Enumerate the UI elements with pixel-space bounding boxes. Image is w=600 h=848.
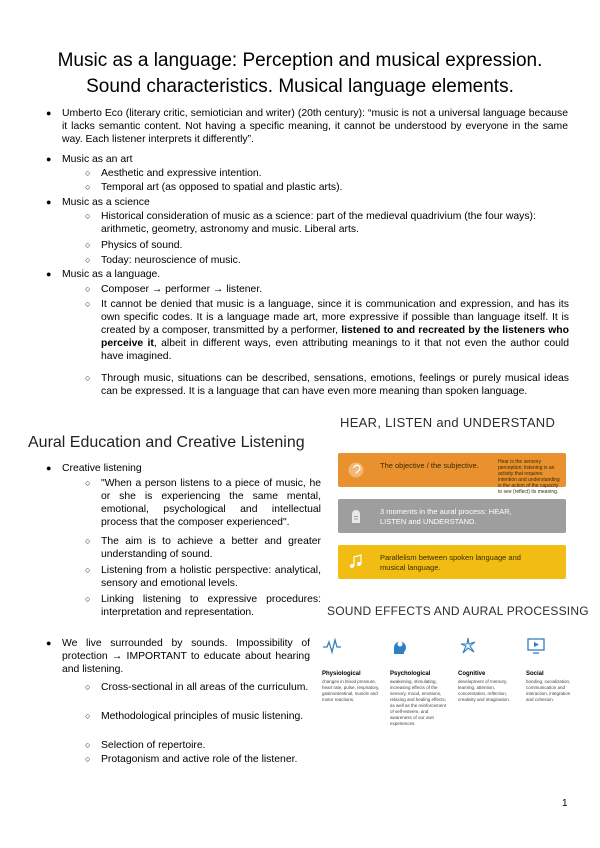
creative-item-2: The aim is to achieve a better and greater understanding of sound.	[101, 536, 321, 560]
sub-bullet	[85, 283, 561, 296]
card-moments-text: 3 moments in the aural process: HEAR, LISTEN and UNDERSTAND.	[380, 507, 512, 526]
bullet-dot: ●	[46, 108, 52, 118]
bullet-art	[46, 153, 133, 166]
infographic-title-sound-effects: SOUND EFFECTS AND AURAL PROCESSING	[327, 604, 589, 618]
sub-bullet-circle: ○	[85, 478, 91, 488]
sub-bullet-circle: ○	[85, 240, 91, 250]
column-physiological	[322, 636, 382, 703]
sounds-item-1: Cross-sectional in all areas of the curriculum.	[101, 682, 309, 693]
sub-bullet-circle: ○	[85, 182, 91, 192]
sub-bullet	[85, 681, 309, 694]
creative-label: Creative listening	[62, 463, 142, 474]
language-label: Music as a language.	[62, 269, 161, 280]
column-social-body: bonding, socialization, communication and interaction, integration and cohesion.	[526, 679, 571, 702]
creative-item-3: Listening from a holistic perspective: analytical, sensory and emotional levels.	[101, 565, 321, 589]
language-item-2-bold: listened to and recreated by the listeners who perceive it	[101, 325, 569, 349]
sub-bullet	[85, 167, 561, 180]
sub-bullet-circle: ○	[85, 168, 91, 178]
column-cognitive	[458, 636, 518, 703]
head-icon	[390, 636, 410, 656]
bullet-eco-quote	[46, 107, 568, 146]
sub-bullet-circle: ○	[85, 565, 91, 575]
bullet-creative	[46, 462, 142, 475]
card-objective	[338, 453, 566, 495]
art-item-1: Aesthetic and expressive intention.	[101, 168, 262, 179]
sounds-label: We live surrounded by sounds. Impossibility of protection → IMPORTANT to educate about hearing and listening.	[62, 638, 310, 675]
sub-bullet	[85, 593, 321, 619]
creative-item-4: Linking listening to expressive procedures: interpretation and representation.	[101, 594, 321, 618]
column-psychological-body: awakening, stimulating, increasing effects of the sensory, mood, emotions, relaxing and healing effects; as well as the reinforcement of self-esteem, and awareness of our own experiences.	[390, 679, 447, 726]
bullet-dot: ●	[46, 463, 52, 473]
science-item-2: Physics of sound.	[101, 240, 183, 251]
creative-item-1: "When a person listens to a piece of music, he or she is experiencing the same mental, emotional, psychological and intellectual process that the composer experienced".	[101, 478, 321, 528]
bullet-dot: ●	[46, 638, 52, 648]
title-line-2: Sound characteristics. Musical language elements.	[86, 76, 514, 97]
language-item-3: Through music, situations can be described, sensations, emotions, feelings or purely musical ideas can be expressed. It is a language that can have even more meaning than spoken language.	[101, 373, 569, 397]
sub-bullet	[85, 210, 569, 236]
sub-bullet	[85, 710, 309, 723]
language-item-1: Composer → performer → listener.	[101, 284, 263, 295]
section-heading-aural: Aural Education and Creative Listening	[28, 434, 305, 451]
screen-icon	[526, 636, 546, 656]
sub-bullet	[85, 564, 321, 590]
sub-bullet-circle: ○	[85, 754, 91, 764]
bullet-science	[46, 196, 150, 209]
column-physiological-head: Physiological	[322, 671, 361, 677]
sub-bullet	[85, 753, 316, 766]
sub-bullet	[85, 181, 561, 194]
column-social	[526, 636, 576, 703]
sub-bullet-circle: ○	[85, 740, 91, 750]
page-title	[20, 48, 580, 100]
bullet-dot: ●	[46, 269, 52, 279]
art-item-2: Temporal art (as opposed to spatial and plastic arts).	[101, 182, 343, 193]
infographic-title-hear-listen: HEAR, LISTEN and UNDERSTAND	[340, 415, 556, 430]
sub-bullet	[85, 298, 569, 363]
column-psychological-head: Psychological	[390, 671, 431, 677]
column-cognitive-head: Cognitive	[458, 671, 486, 677]
sub-bullet	[85, 477, 321, 529]
title-line-1: Music as a language: Perception and musical expression.	[57, 50, 543, 71]
card-parallelism	[338, 545, 566, 579]
language-item-2b: , albeit in different ways, even attributing meanings to it that not even the author could have imagined.	[101, 338, 569, 362]
column-physiological-body: changes in blood pressure, heart rate, pulse, respiratory, gastrointestinal, muscle and motor reactions.	[322, 679, 380, 702]
language-item-2a: It cannot be denied that music is a language, since it is communication and expression, and has its own specific codes. It is a language made art, more expressive if possible than language itself. It is created by a composer, transmitted by a performer,	[101, 299, 569, 336]
eco-quote-text: Umberto Eco (literary critic, semiotician and writer) (20th century): “music is not a universal language because it lacks semantic content. Not having a specific meaning, it cannot be understood by everyone in the same way. Each listener interprets it differently”.	[62, 108, 568, 145]
sub-bullet-circle: ○	[85, 211, 91, 221]
art-label: Music as an art	[62, 154, 133, 165]
sub-bullet-circle: ○	[85, 255, 91, 265]
tombstone-icon	[348, 508, 364, 524]
spark-icon	[458, 636, 478, 656]
wave-icon	[322, 636, 342, 656]
sub-bullet-circle: ○	[85, 594, 91, 604]
science-item-3: Today: neuroscience of music.	[101, 255, 241, 266]
ear-icon	[348, 462, 364, 478]
bullet-language	[46, 268, 161, 281]
music-notes-icon	[348, 554, 364, 570]
sounds-item-2: Methodological principles of music listening.	[101, 711, 304, 722]
sub-bullet-circle: ○	[85, 373, 91, 383]
sounds-item-4: Protagonism and active role of the listener.	[101, 754, 298, 765]
sub-bullet	[85, 254, 561, 267]
column-psychological	[390, 636, 450, 727]
sub-bullet	[85, 372, 569, 398]
bullet-dot: ●	[46, 197, 52, 207]
sounds-item-3: Selection of repertoire.	[101, 740, 206, 751]
science-label: Music as a science	[62, 197, 150, 208]
science-item-1: Historical consideration of music as a science: part of the medieval quadrivium (the four ways): arithmetic, geometry, astronomy and music. Liberal arts.	[101, 211, 536, 235]
sub-bullet-circle: ○	[85, 711, 91, 721]
page-number: 1	[562, 798, 568, 809]
sub-bullet-circle: ○	[85, 536, 91, 546]
card-objective-side: Hear is the sensory perception; listening is an activity that requires intention and understanding is the action of the capacity to see (reflect) its meaning.	[498, 459, 560, 495]
sub-bullet	[85, 535, 321, 561]
column-social-head: Social	[526, 671, 544, 677]
sub-bullet	[85, 739, 311, 752]
card-parallelism-text: Parallelism between spoken language and musical language.	[380, 553, 521, 572]
column-cognitive-body: development of memory, learning, attention, concentration, reflection, creativity and imagination.	[458, 679, 511, 702]
sub-bullet-circle: ○	[85, 682, 91, 692]
sub-bullet	[85, 239, 561, 252]
sub-bullet-circle: ○	[85, 299, 91, 309]
sub-bullet-circle: ○	[85, 284, 91, 294]
card-objective-text: The objective / the subjective.	[380, 461, 479, 470]
card-moments	[338, 499, 566, 533]
bullet-dot: ●	[46, 154, 52, 164]
bullet-sounds	[46, 637, 310, 676]
